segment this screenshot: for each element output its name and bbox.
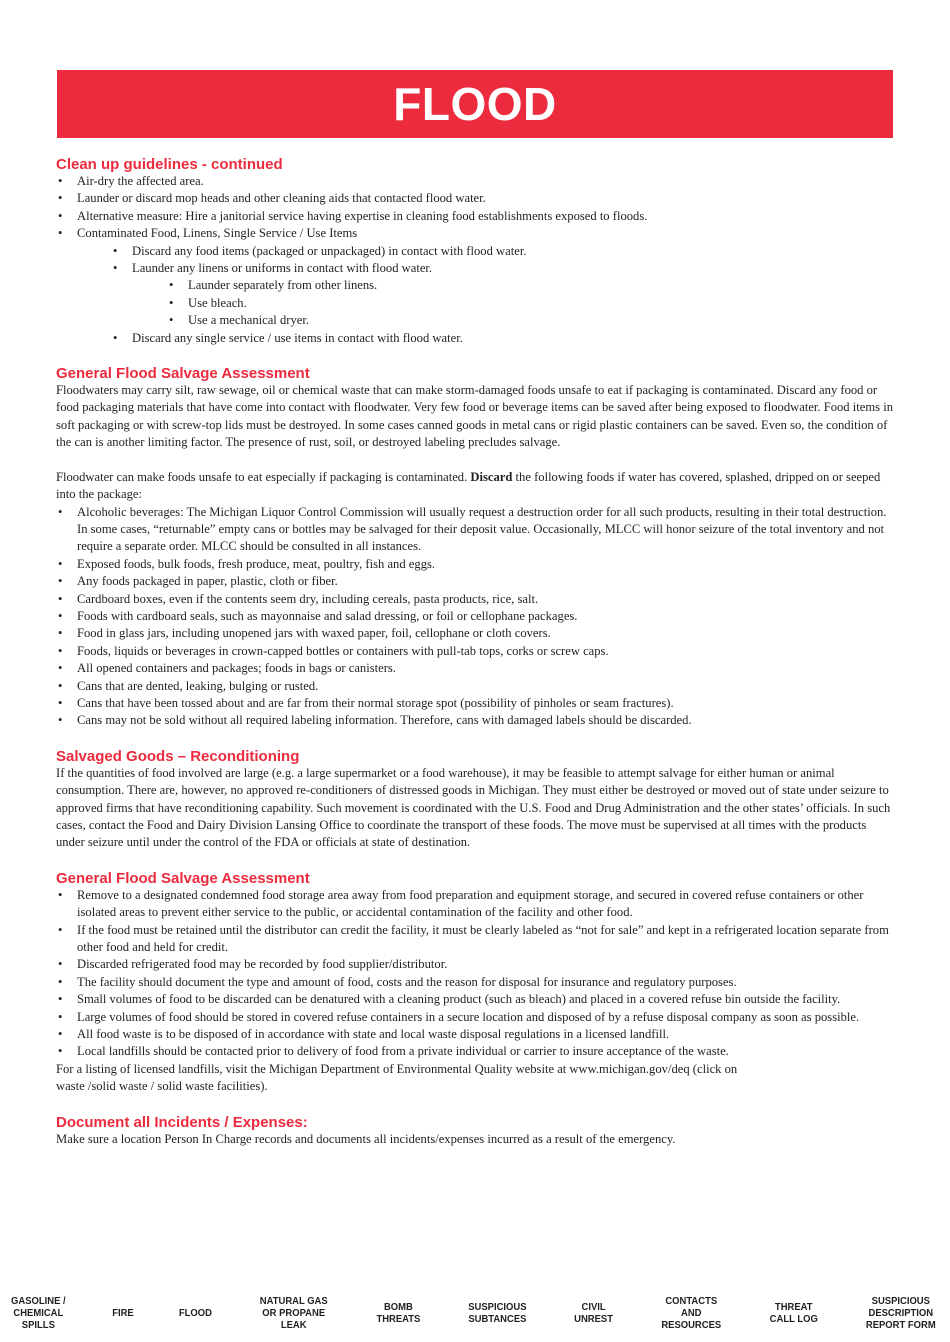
- section-heading: General Flood Salvage Assessment: [56, 869, 310, 887]
- list-item: • Cardboard boxes, even if the contents seem dry, including cereals, pasta products, rice, salt.: [56, 591, 898, 608]
- list-item: • Cans that are dented, leaking, bulging or rusted.: [56, 678, 898, 695]
- sub-bullet-list: [56, 243, 898, 278]
- list-item: • Local landfills should be contacted prior to delivery of food from a private individual or carrier to insure acceptance of the waste.: [56, 1043, 898, 1060]
- list-item: • Exposed foods, bulk foods, fresh produce, meat, poultry, fish and eggs.: [56, 556, 898, 573]
- section-document: [56, 1114, 898, 1148]
- nav-natural-gas-leak[interactable]: NATURAL GAS OR PROPANE LEAK: [260, 1294, 328, 1331]
- deq-link-line: waste /solid waste / solid waste facilities).: [56, 1079, 268, 1094]
- paragraph-text: Floodwater can make foods unsafe to eat especially if packaging is contaminated.: [56, 469, 471, 484]
- list-item: • Foods with cardboard seals, such as mayonnaise and salad dressing, or foil or cellophane packages.: [56, 608, 898, 625]
- list-item: • Launder or discard mop heads and other cleaning aids that contacted flood water.: [56, 190, 898, 207]
- page-title: FLOOD: [393, 78, 557, 130]
- sub-bullet-list: [56, 330, 898, 347]
- bottom-nav: [0, 1290, 950, 1335]
- nav-gasoline-chemical-spills[interactable]: GASOLINE / CHEMICAL SPILLS: [11, 1294, 66, 1331]
- paragraph-text: the following foods if water has covered, splashed, dripped on or seeped into the package:: [56, 469, 881, 502]
- list-item: • Large volumes of food should be stored in covered refuse containers in a secure location and disposed of by a refuse disposal company as soon as possible.: [56, 1009, 898, 1026]
- list-item: • The facility should document the type and amount of food, costs and the reason for disposal for insurance and regulatory purposes.: [56, 974, 898, 991]
- list-item: • All food waste is to be disposed of in accordance with state and local waste disposal regulations in a licensed landfill.: [56, 1026, 898, 1043]
- nav-threat-call-log[interactable]: THREAT CALL LOG: [769, 1300, 818, 1325]
- list-item: • Cans that have been tossed about and are far from their normal storage spot (possibility of pinholes or seam fractures).: [56, 695, 898, 712]
- list-item: • Contaminated Food, Linens, Single Service / Use Items: [56, 225, 898, 242]
- list-item: • Alternative measure: Hire a janitorial service having expertise in cleaning food establishments exposed to floods.: [56, 208, 898, 225]
- section-heading: Salvaged Goods – Reconditioning: [56, 747, 300, 765]
- section-reconditioning: [56, 748, 898, 852]
- list-item: • Small volumes of food to be discarded can be denatured with a cleaning product (such as bleach) and placed in a covered refuse bin outside the facility.: [56, 991, 898, 1008]
- list-item: • All opened containers and packages; foods in bags or canisters.: [56, 660, 898, 677]
- main-content: [56, 156, 898, 1166]
- paragraph: Make sure a location Person In Charge records and documents all incidents/expenses incurred as a result of the emergency.: [56, 1131, 676, 1146]
- nav-fire[interactable]: FIRE: [112, 1306, 134, 1319]
- list-item: • Any foods packaged in paper, plastic, cloth or fiber.: [56, 573, 898, 590]
- sub-sub-bullet-list: [56, 277, 898, 329]
- section-salvage-assessment: [56, 365, 898, 730]
- list-item: • Remove to a designated condemned food storage area away from food preparation and equipment storage, and secured in covered refuse containers or other isolated areas to prevent either service to the public, or accidental contamination of the facility and other food.: [56, 887, 898, 922]
- paragraph: If the quantities of food involved are large (e.g. a large supermarket or a food warehouse), it may be feasible to attempt salvage for either human or animal consumption. There are, however, no approved re-conditioners of distressed goods in Michigan. They must either be destroyed or moved out of state under seizure to approved firms that have reconditioning capability. Such movement is coordinated with the U.S. Food and Drug Administration and the other states’ officials. In such cases, contact the Food and Dairy Division Lansing Office to coordinate the transport of these foods. The move must be supervised at all times with the products under seizure until under the control of the FDA or officials at state of destination.: [56, 765, 891, 850]
- list-item: • If the food must be retained until the distributor can credit the facility, it must be clearly labeled as “not for sale” and kept in a refrigerated location separate from other food and held for credit.: [56, 922, 898, 957]
- bullet-list: [56, 887, 898, 1061]
- list-item: • Launder any linens or uniforms in contact with flood water.: [56, 260, 898, 277]
- title-banner: [57, 70, 893, 138]
- nav-suspicious-substances[interactable]: SUSPICIOUS SUBTANCES: [468, 1300, 527, 1325]
- section-salvage-assessment-2: [56, 870, 898, 1096]
- section-cleanup: [56, 156, 898, 347]
- list-item: • Launder separately from other linens.: [56, 277, 898, 294]
- list-item: • Discard any food items (packaged or unpackaged) in contact with flood water.: [56, 243, 898, 260]
- emphasis-text: Discard: [470, 469, 513, 484]
- nav-bomb-threats[interactable]: BOMB THREATS: [376, 1300, 421, 1325]
- nav-contacts-resources[interactable]: CONTACTS AND RESOURCES: [661, 1294, 721, 1331]
- list-item: • Foods, liquids or beverages in crown-capped bottles or containers with pull-tab tops, corks or screw caps.: [56, 643, 898, 660]
- list-item: • Use bleach.: [56, 295, 898, 312]
- nav-civil-unrest[interactable]: CIVIL UNREST: [574, 1300, 614, 1325]
- paragraph: [56, 469, 898, 504]
- section-heading: General Flood Salvage Assessment: [56, 365, 310, 383]
- nav-flood[interactable]: FLOOD: [179, 1306, 213, 1319]
- list-item: • Cans may not be sold without all required labeling information. Therefore, cans with damaged labels should be discarded.: [56, 712, 898, 729]
- list-item: • Air-dry the affected area.: [56, 173, 898, 190]
- paragraph: Floodwaters may carry silt, raw sewage, oil or chemical waste that can make storm-damaged foods unsafe to eat if packaging is contaminated. Discard any food or food packaging materials that have come into contact with floodwater. Very few food or beverage items can be saved after being exposed to floodwater. Food items in soft packaging or with screw-top lids must be destroyed. In some cases canned goods in metal cans or rigid plastic containers can be saved. Even so, the condition of the can is another limiting factor. The presence of rust, soil, or destroyed labeling precludes salvage.: [56, 383, 893, 450]
- section-heading: Document all Incidents / Expenses:: [56, 1113, 308, 1131]
- list-item: • Discard any single service / use items in contact with flood water.: [56, 330, 898, 347]
- list-item: • Discarded refrigerated food may be recorded by food supplier/distributor.: [56, 956, 898, 973]
- paragraph: [56, 1061, 898, 1096]
- bullet-list: [56, 173, 898, 243]
- list-item: • Use a mechanical dryer.: [56, 312, 898, 329]
- list-item: • Food in glass jars, including unopened jars with waxed paper, foil, cellophane or cloth covers.: [56, 625, 898, 642]
- list-item: • Alcoholic beverages: The Michigan Liquor Control Commission will usually request a destruction order for all such products, resulting in their total destruction. In some cases, “returnable” empty cans or bottles may be salvaged for their deposit value. Occasionally, MLCC will honor seizure of the total inventory and not require a separate order. MLCC should be consulted in all instances.: [56, 504, 898, 556]
- nav-suspicious-description-form[interactable]: SUSPICIOUS DESCRIPTION REPORT FORM: [866, 1294, 937, 1331]
- deq-link-line: For a listing of licensed landfills, visit the Michigan Department of Environmental Quality website at www.michigan.gov/deq (click on: [56, 1061, 738, 1076]
- bullet-list: [56, 504, 898, 730]
- section-heading: Clean up guidelines - continued: [56, 156, 283, 173]
